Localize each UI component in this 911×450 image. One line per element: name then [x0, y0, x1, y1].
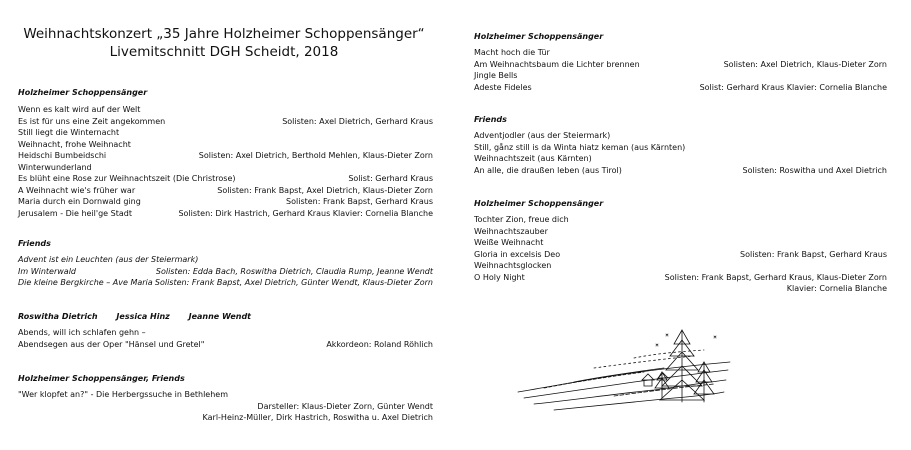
performer-credit: Solisten: Axel Dietrich, Gerhard Kraus — [282, 116, 433, 126]
song-title: Adventjodler (aus der Steiermark) — [474, 131, 611, 140]
track-row — [18, 389, 433, 400]
track-row — [474, 283, 887, 294]
song-title: Abendsegen aus der Oper "Hänsel und Gretel" — [18, 339, 205, 349]
concert-subtitle: Livemitschnitt DGH Scheidt, 2018 — [109, 44, 339, 60]
song-title: Macht hoch die Tür — [474, 48, 550, 57]
track-row — [474, 214, 887, 225]
performer-credit: Solisten: Axel Dietrich, Klaus-Dieter Zorn — [723, 59, 887, 69]
song-title: Abends, will ich schlafen gehn – — [18, 328, 146, 337]
track-row — [18, 104, 433, 115]
song-title: Am Weihnachtsbaum die Lichter brennen — [474, 59, 640, 69]
performer-name: Roswitha Dietrich — [18, 312, 98, 321]
performer-credit: Solist: Gerhard Kraus Klavier: Cornelia Blanche — [699, 82, 887, 92]
track-row — [474, 153, 887, 164]
track-row — [474, 165, 887, 176]
section-heading: Holzheimer Schoppensänger — [474, 32, 604, 41]
performer-credit: Solisten: Frank Bapst, Gerhard Kraus — [286, 197, 433, 206]
song-title: Weihnacht, frohe Weihnacht — [18, 139, 131, 149]
performer-credit: Solisten: Frank Bapst, Gerhard Kraus, Klaus-Dieter Zorn — [664, 272, 887, 282]
performer-credit: Akkordeon: Roland Röhlich — [326, 339, 433, 349]
track-row — [18, 266, 433, 277]
track-row — [18, 254, 433, 265]
song-title: Gloria in excelsis Deo — [474, 249, 561, 259]
track-row — [474, 272, 887, 283]
song-title: Jerusalem - Die heil'ge Stadt — [18, 208, 132, 218]
song-title: Adeste Fideles — [474, 82, 532, 92]
song-title: Maria durch ein Dornwald ging — [18, 197, 141, 206]
performer-name: Jeanne Wendt — [188, 312, 251, 321]
performer-credit: Klavier: Cornelia Blanche — [786, 284, 887, 293]
song-title: Winterwunderland — [18, 162, 92, 172]
track-row — [18, 327, 433, 338]
track-row — [18, 116, 433, 127]
song-title: Tochter Zion, freue dich — [474, 215, 569, 224]
track-row — [18, 139, 433, 150]
performer-credit: Solisten: Frank Bapst, Gerhard Kraus — [740, 249, 887, 259]
track-row — [18, 150, 433, 161]
track-row — [474, 260, 887, 271]
song-title: Still, gånz still is da Winta hiatz keman (aus Kärnten) — [474, 142, 686, 152]
track-row — [474, 226, 887, 237]
song-title: Heidschi Bumbeidschi — [18, 151, 107, 160]
song-title: O Holy Night — [474, 272, 525, 282]
track-row — [474, 70, 887, 81]
track-row — [18, 185, 433, 196]
performer-credit: Solisten: Frank Bapst, Axel Dietrich, Klaus-Dieter Zorn — [217, 185, 433, 195]
track-row — [18, 339, 433, 350]
track-row — [18, 401, 433, 412]
track-row — [18, 196, 433, 207]
track-row — [474, 59, 887, 70]
winter-landscape-illustration — [514, 322, 734, 414]
track-row — [18, 412, 433, 423]
song-title: Es blüht eine Rose zur Weihnachtszeit (Die Christrose) — [18, 174, 236, 183]
section-heading: Friends — [474, 115, 507, 124]
track-row — [18, 162, 433, 173]
performer-credit: Karl-Heinz-Müller, Dirk Hastrich, Roswitha u. Axel Dietrich — [202, 413, 433, 422]
track-row — [18, 208, 433, 219]
track-row — [474, 237, 887, 248]
track-row — [18, 173, 433, 184]
track-row — [474, 82, 887, 93]
song-title: Es ist für uns eine Zeit angekommen — [18, 116, 166, 126]
performer-credit: Solisten: Axel Dietrich, Berthold Mehlen, Klaus-Dieter Zorn — [198, 151, 433, 160]
song-title: Wenn es kalt wird auf der Welt — [18, 105, 141, 114]
song-title: Jingle Bells — [474, 71, 518, 80]
performers-heading — [18, 311, 251, 322]
performer-name: Jessica Hinz — [116, 312, 170, 321]
song-title: An alle, die draußen leben (aus Tirol) — [474, 165, 622, 175]
performer-credit: Solisten: Edda Bach, Roswitha Dietrich, Claudia Rump, Jeanne Wendt — [155, 266, 433, 276]
section-heading: Friends — [18, 239, 51, 248]
track-row — [474, 47, 887, 58]
track-row — [474, 142, 887, 153]
track-row — [18, 127, 433, 138]
song-title: Weihnachtsglocken — [474, 261, 552, 270]
concert-title: Weihnachtskonzert „35 Jahre Holzheimer Schoppensänger“ — [23, 26, 425, 42]
section-heading: Holzheimer Schoppensänger, Friends — [18, 374, 185, 383]
performer-credit: Solisten: Roswitha und Axel Dietrich — [742, 165, 887, 175]
song-title: "Wer klopfet an?" - Die Herbergssuche in Bethlehem — [18, 390, 229, 399]
song-title: Weihnachtszeit (aus Kärnten) — [474, 154, 592, 163]
song-title: Still liegt die Winternacht — [18, 128, 120, 137]
song-title: Die kleine Bergkirche – Ave Maria — [18, 278, 153, 287]
performer-credit: Solisten: Frank Bapst, Axel Dietrich, Günter Wendt, Klaus-Dieter Zorn — [154, 278, 433, 287]
track-row — [18, 277, 433, 288]
song-title: Advent ist ein Leuchten (aus der Steiermark) — [18, 255, 199, 264]
track-row — [474, 249, 887, 260]
song-title: Weihnachtszauber — [474, 226, 548, 236]
performer-credit: Solisten: Dirk Hastrich, Gerhard Kraus Klavier: Cornelia Blanche — [178, 208, 433, 218]
section-heading: Holzheimer Schoppensänger — [474, 199, 604, 208]
track-row — [474, 130, 887, 141]
performer-credit: Solist: Gerhard Kraus — [348, 174, 433, 183]
performer-credit: Darsteller: Klaus-Dieter Zorn, Günter Wendt — [257, 401, 433, 411]
song-title: Im Winterwald — [18, 266, 76, 276]
section-heading: Holzheimer Schoppensänger — [18, 88, 148, 97]
song-title: A Weihnacht wie's früher war — [18, 185, 136, 195]
song-title: Weiße Weihnacht — [474, 238, 544, 247]
